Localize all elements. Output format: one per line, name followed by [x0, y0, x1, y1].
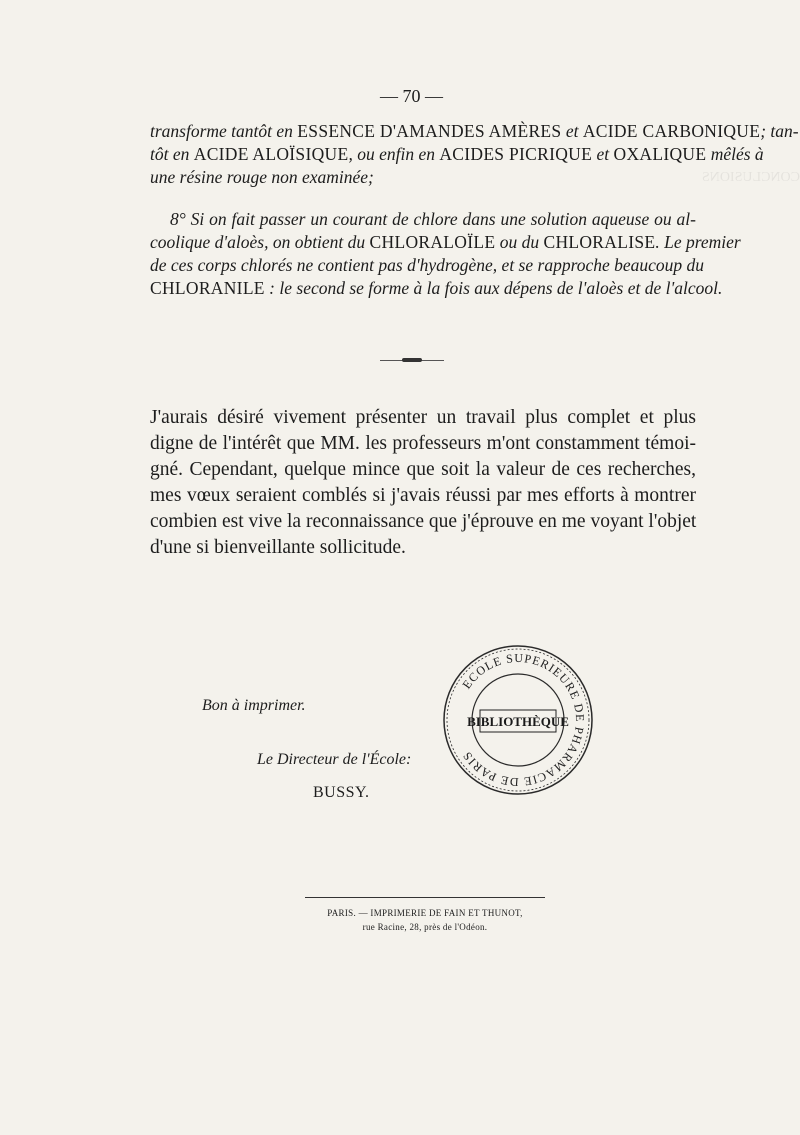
paragraph-1-line: une résine rouge non examinée; [150, 167, 374, 187]
stamp-ring-text: ECOLE SUPERIEURE DE PHARMACIE DE PARIS [459, 650, 588, 790]
director-name: BUSSY. [313, 784, 370, 801]
director-title: Le Directeur de l'École: [257, 751, 412, 768]
paragraph-2-line: coolique d'aloès, on obtient du CHLORALOÏLE ou du CHLORALISE. Le premier [150, 232, 741, 252]
closing-line: J'aurais désiré vivement présenter un travail plus complet et plus [150, 407, 696, 428]
printer-imprint [300, 906, 550, 934]
closing-line: digne de l'intérêt que MM. les professeurs m'ont constamment témoi- [150, 433, 696, 454]
paragraph-2-line: 8° Si on fait passer un courant de chlore dans une solution aqueuse ou al- [170, 209, 696, 229]
stamp-center-text: BIBLIOTHÈQUE [467, 714, 569, 729]
closing-line: d'une si bienveillante sollicitude. [150, 537, 406, 558]
paragraph-2 [150, 208, 741, 300]
library-stamp-icon [438, 640, 598, 800]
bon-a-imprimer: Bon à imprimer. [202, 697, 306, 714]
closing-line: combien est vive la reconnaissance que j'éprouve en me voyant l'objet [150, 511, 697, 532]
closing-line: mes vœux seraient comblés si j'avais réussi par mes efforts à montrer [150, 485, 696, 506]
page-number: — 70 — [380, 86, 443, 106]
closing-line: gné. Cependant, quelque mince que soit la valeur de ces recherches, [150, 459, 696, 480]
closing-paragraph [150, 405, 696, 561]
section-divider [380, 360, 444, 364]
paragraph-2-line: CHLORANILE : le second se forme à la fois aux dépens de l'aloès et de l'alcool. [150, 278, 723, 298]
paragraph-1-line: transforme tantôt en ESSENCE D'AMANDES AMÈRES et ACIDE CARBONIQUE; tan- [150, 121, 799, 141]
bleed-through-text: CONCLUSIONS [701, 170, 800, 185]
paragraph-2-line: de ces corps chlorés ne contient pas d'hydrogène, et se rapproche beaucoup du [150, 255, 705, 275]
paragraph-1-line: tôt en ACIDE ALOÏSIQUE, ou enfin en ACIDES PICRIQUE et OXALIQUE mêlés à [150, 144, 764, 164]
footer-rule [305, 897, 545, 898]
printer-line-2: rue Racine, 28, près de l'Odéon. [362, 922, 488, 932]
printer-line-1: PARIS. — IMPRIMERIE DE FAIN ET THUNOT, [327, 908, 523, 918]
